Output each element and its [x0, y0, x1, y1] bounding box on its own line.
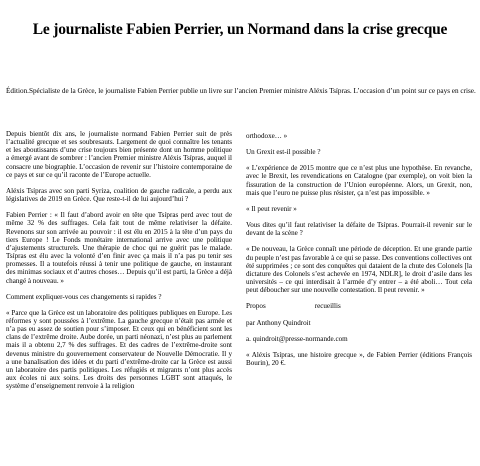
- answer-paragraph: « L’expérience de 2015 montre que ce n’est plus une hypothèse. En revanche, avec le Brexit, les revendications en Catalogne (par exemple), on voit bien la fissuration de la construction de l’Union européenne. Alors, un Grexit, non, mais que l’euro ne puisse plus résister, ça n’est pas impossible. »: [246, 164, 472, 197]
- author-name: par Anthony Quindroit: [246, 318, 311, 327]
- author-email: a. quindroit@presse-normande.com: [246, 334, 348, 343]
- left-column: [6, 130, 232, 398]
- signature-propos: Propos: [246, 302, 266, 311]
- answer-paragraph: Fabien Perrier : « Il faut d’abord avoir en tête que Tsípras perd avec tout de même 32 % des suffrages. Cela fait tout de même relativiser la défaite. Revenons sur son arrivée au pouvoir : il est élu en 2015 à la tête d’un pays du tiers Europe ! Le Fonds monétaire international arrive avec une politique d’ajustements structurels. Une thérapie de choc qui ne guérit pas le malade. Tsípras est élu avec la volonté d’en finir avec ça mais il n’a pas pu tenir ses promesses. Il a toutefois réussi à tenir une politique de gauche, en instaurant des minimas sociaux et d’autres choses… Depuis qu’il est parti, la Grèce a déjà changé à nouveau. »: [6, 211, 232, 285]
- question-paragraph: Vous dites qu’il faut relativiser la défaite de Tsípras. Pourrait-il revenir sur le devant de la scène ?: [246, 221, 472, 238]
- question-paragraph: Un Grexit est-il possible ?: [246, 148, 321, 157]
- book-reference: « Aléxis Tsípras, une histoire grecque », de Fabien Perrier (éditions François Bourin), 20 €.: [246, 350, 472, 367]
- question-paragraph: Aléxis Tsípras avec son parti Syriza, coalition de gauche radicale, a perdu aux législatives de 2019 en Grèce. Que reste-t-il de lui aujourd’hui ?: [6, 186, 232, 204]
- intro-paragraph: Depuis bientôt dix ans, le journaliste normand Fabien Perrier suit de près l’actualité grecque et ses soubresauts. Largement de quoi connaître les tenants et les aboutissants d’une crise toujours bien présente dont un homme politique a émergé avant de sombrer : l’ancien Premier ministre Aléxis Tsípras, auquel il consacre une biographie. L’occasion de revenir sur l’histoire contemporaine de ce pays et sur ce qu’il raconte de l’Europe actuelle.: [6, 130, 232, 179]
- question-paragraph: Comment expliquer-vous ces changements si rapides ?: [6, 292, 162, 301]
- answer-paragraph: « Parce que la Grèce est un laboratoire des politiques publiques en Europe. Les réformes y sont poussées à l’extrême. La gauche grecque n’était pas armée et n’a pas eu assez de soutien pour s’imposer. Et ceux qui en bénéficient sont les clans de l’extrême droite. Aube dorée, un parti néonazi, n’est plus au parlement mais il a obtenu 2,7 % des suffrages. Et des cadres de l’extrême-droite sont devenus ministre du gouvernement conservateur de Nouvelle Démocratie. Il y a une banalisation des idées et du parti d’extrême-droite car la Grèce est aussi un laboratoire des partis politiques. Les réfugiés et migrants n’ont plus accès aux écoles ni aux soins. Les droits des personnes LGBT sont attaqués, le système d’enseignement renvoie à la religion: [6, 308, 232, 391]
- signature-line: [246, 302, 472, 310]
- subheading: « Il peut revenir »: [246, 204, 297, 213]
- answer-paragraph: « De nouveau, la Grèce connaît une période de déception. Et une grande partie du peuple n’est pas favorable à ce qui se passe. Des conventions collectives ont été supprimées ; ce sont des conquêtes qui dataient de la chute des Colonels [la dictature des Colonels s’est achevée en 1974, NDLR], le droit d’asile dans les universités – ce qui interdisait à l’armée d’y entrer – a été aboli… Tout cela peut déboucher sur une nouvelle contestation. Il peut revenir. »: [246, 245, 472, 295]
- right-column: [246, 132, 472, 375]
- continuation-text: orthodoxe… »: [246, 132, 288, 140]
- article-title: Le journaliste Fabien Perrier, un Normand dans la crise grecque: [32, 21, 448, 38]
- signature-recueillis: recueillis: [314, 302, 341, 311]
- article-lead: Édition.Spécialiste de la Grèce, le journaliste Fabien Perrier publie un livre sur l’ancien Premier ministre Aléxis Tsípras. L’occasion d’un point sur ce pays en crise.: [6, 87, 476, 95]
